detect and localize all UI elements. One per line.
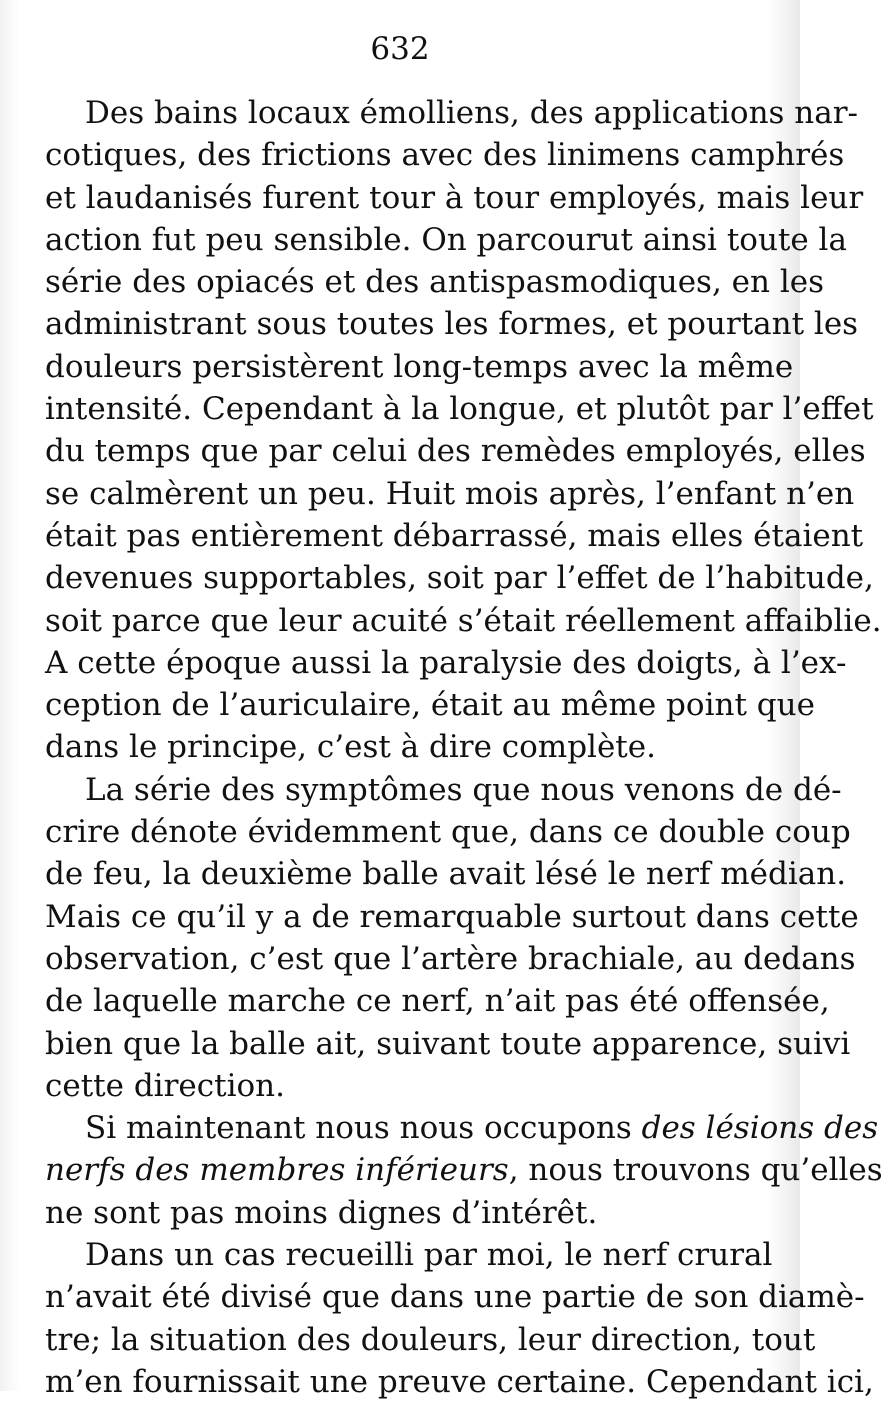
text-line: observation, c’est que l’artère brachiale, au dedans — [45, 940, 856, 977]
text-line: dans le principe, c’est à dire complète. — [45, 729, 656, 766]
text-line: ne sont pas moins dignes d’intérêt. — [45, 1194, 598, 1231]
text-line: administrant sous toutes les formes, et pourtant les — [45, 306, 859, 343]
text-line: n’avait été divisé que dans une partie de son diamè- — [45, 1279, 865, 1316]
text-line: crire dénote évidemment que, dans ce double coup — [45, 814, 851, 851]
text-line: devenues supportables, soit par l’effet de l’habitude, — [45, 560, 874, 597]
text-line: intensité. Cependant à la longue, et plutôt par l’effet — [45, 391, 874, 428]
text-line: A cette époque aussi la paralysie des doigts, à l’ex- — [45, 644, 847, 681]
page-number: 632 — [370, 31, 430, 67]
italic-text-run: nerfs des membres inférieurs — [45, 1152, 509, 1189]
text-run: , nous trouvons qu’elles — [508, 1152, 883, 1189]
text-line: douleurs persistèrent long-temps avec la même — [45, 348, 794, 385]
paragraph — [45, 92, 882, 769]
text-line: cette direction. — [45, 1067, 285, 1104]
page-text — [45, 92, 883, 1403]
text-line: Dans un cas recueilli par moi, le nerf crural — [85, 1237, 773, 1274]
text-run: Si maintenant nous nous occupons — [85, 1110, 642, 1147]
text-line: action fut peu sensible. On parcourut ainsi toute la — [45, 221, 847, 258]
text-line: du temps que par celui des remèdes employés, elles — [45, 433, 866, 470]
text-line: ception de l’auriculaire, était au même point que — [45, 687, 815, 724]
text-line — [45, 1149, 883, 1191]
text-line: se calmèrent un peu. Huit mois après, l’enfant n’en — [45, 475, 855, 512]
text-line: soit parce que leur acuité s’était réellement affaiblie. — [45, 602, 882, 639]
text-line: de feu, la deuxième balle avait lésé le nerf médian. — [45, 856, 847, 893]
paragraph — [45, 1234, 874, 1403]
text-line: Des bains locaux émolliens, des applications nar- — [85, 95, 859, 131]
text-line: tre; la situation des douleurs, leur direction, tout — [45, 1321, 816, 1358]
text-line: cotiques, des frictions avec des linimens camphrés — [45, 137, 845, 174]
text-line: série des opiacés et des antispasmodiques, en les — [45, 264, 825, 301]
paragraph — [45, 769, 859, 1107]
text-line: La série des symptômes que nous venons de dé- — [85, 771, 842, 808]
text-line: et laudanisés furent tour à tour employés, mais leur — [45, 179, 864, 216]
text-line: m’en fournissait une preuve certaine. Cependant ici, — [45, 1363, 874, 1400]
paragraph — [45, 1107, 883, 1234]
text-line: de laquelle marche ce nerf, n’ait pas été offensée, — [45, 983, 830, 1020]
text-line — [45, 1107, 879, 1149]
text-line: Mais ce qu’il y a de remarquable surtout dans cette — [45, 898, 859, 935]
text-line: était pas entièrement débarrassé, mais elles étaient — [45, 517, 864, 554]
text-line: bien que la balle ait, suivant toute apparence, suivi — [45, 1025, 851, 1062]
italic-text-run: des lésions des — [641, 1110, 879, 1147]
